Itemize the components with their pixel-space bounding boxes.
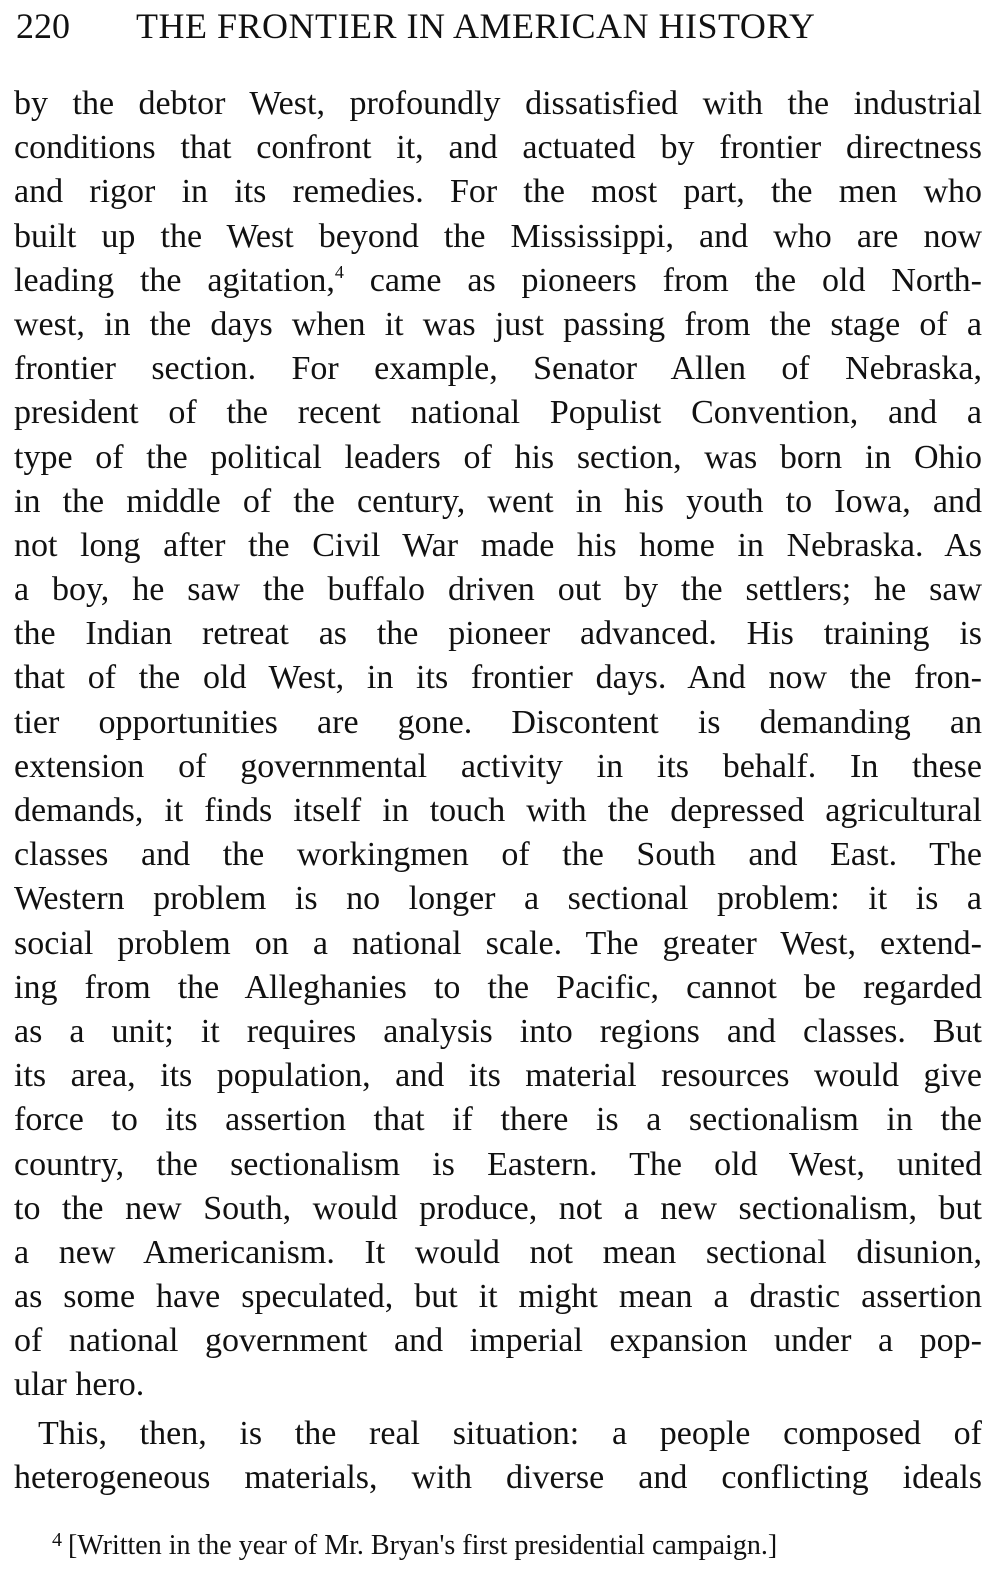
footnote-reference: 4 (334, 261, 344, 282)
text-line: as some have speculated, but it might mean a drastic assertion (14, 1278, 982, 1316)
text-line: to the new South, would produce, not a new sectionalism, but (14, 1189, 982, 1227)
paragraph (14, 82, 982, 1408)
text-line: Western problem is no longer a sectional problem: it is a (14, 880, 982, 918)
text-line: frontier section. For example, Senator Allen of Nebraska, (14, 350, 982, 388)
running-title: THE FRONTIER IN AMERICAN HISTORY (136, 6, 816, 46)
footnote (52, 1520, 952, 1560)
body-text (14, 82, 982, 1500)
page-number: 220 (16, 6, 70, 46)
paragraph (14, 1412, 982, 1500)
text-line: and rigor in its remedies. For the most part, the men who (14, 173, 982, 211)
text-line: by the debtor West, profoundly dissatisfied with the industrial (14, 85, 982, 122)
text-line: as a unit; it requires analysis into regions and classes. But (14, 1012, 982, 1050)
text-line: that of the old West, in its frontier days. And now the fron- (14, 659, 982, 697)
text-line: tier opportunities are gone. Discontent is demanding an (14, 703, 982, 741)
text-line: social problem on a national scale. The greater West, extend- (14, 924, 982, 962)
footnote-text: [Written in the year of Mr. Bryan's first presidential campaign.] (68, 1530, 778, 1561)
text-line: extension of governmental activity in its behalf. In these (14, 747, 982, 785)
text-line: type of the political leaders of his section, was born in Ohio (14, 438, 982, 476)
text-line: the Indian retreat as the pioneer advanced. His training is (14, 615, 982, 653)
text-line: built up the West beyond the Mississippi, and who are now (14, 217, 982, 255)
text-line: country, the sectionalism is Eastern. The old West, united (14, 1145, 982, 1183)
text-line: force to its assertion that if there is a sectionalism in the (14, 1101, 982, 1139)
text-line: in the middle of the century, went in his youth to Iowa, and (14, 482, 982, 520)
text-line: demands, it finds itself in touch with the depressed agricultural (14, 792, 982, 829)
text-line: a new Americanism. It would not mean sectional disunion, (14, 1233, 982, 1271)
text-line: heterogeneous materials, with diverse and conflicting ideals (14, 1458, 982, 1496)
text-line: west, in the days when it was just passing from the stage of a (14, 305, 982, 343)
running-header (16, 4, 976, 48)
text-line: not long after the Civil War made his home in Nebraska. As (14, 526, 982, 564)
text-line: This, then, is the real situation: a people composed of (38, 1414, 982, 1452)
text-fragment: came as pioneers from the old North- (343, 261, 982, 299)
text-line: classes and the workingmen of the South and East. The (14, 836, 982, 874)
text-line: ular hero. (14, 1366, 145, 1404)
text-line: conditions that confront it, and actuated by frontier directness (14, 129, 982, 167)
text-line: of national government and imperial expansion under a pop- (14, 1322, 982, 1360)
text-line: president of the recent national Populist Convention, and a (14, 394, 982, 432)
text-fragment: leading the agitation, (14, 261, 335, 299)
text-line (14, 259, 982, 303)
footnote-marker: 4 (52, 1529, 62, 1551)
text-line: ing from the Alleghanies to the Pacific, cannot be regarded (14, 968, 982, 1006)
text-line: a boy, he saw the buffalo driven out by the settlers; he saw (14, 571, 982, 609)
text-line: its area, its population, and its material resources would give (14, 1057, 982, 1095)
